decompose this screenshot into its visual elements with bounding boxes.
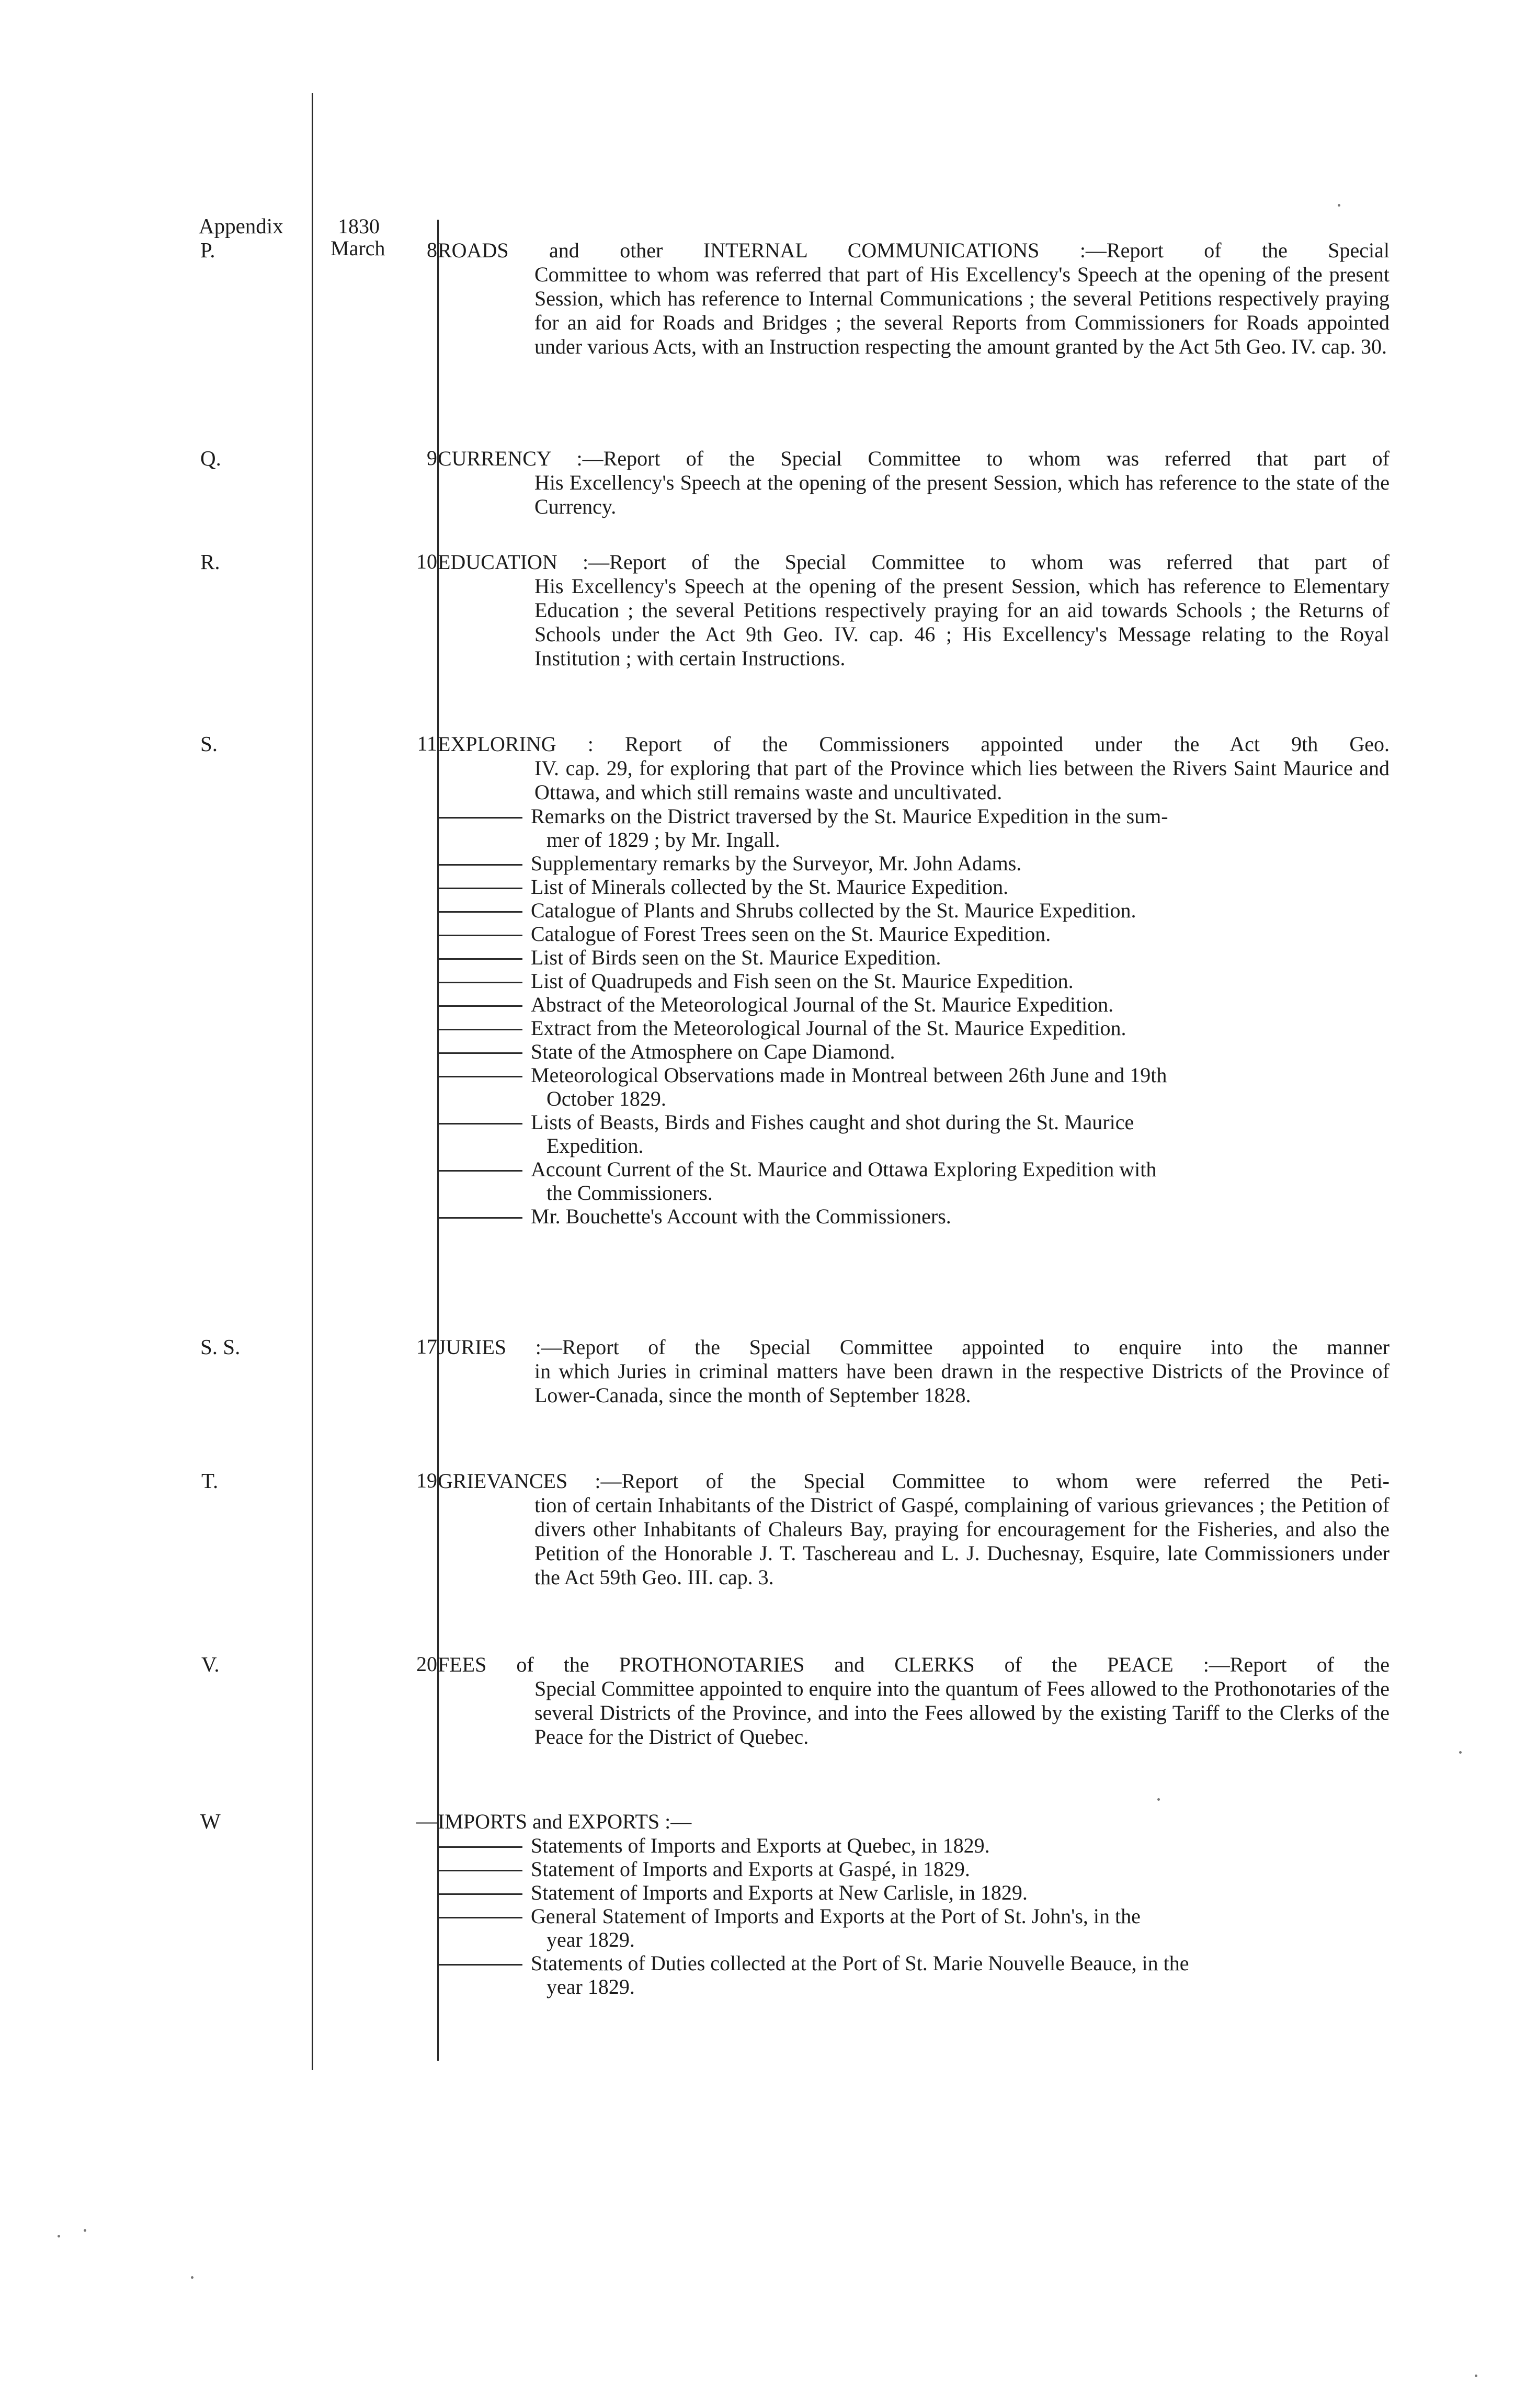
sub-item	[438, 969, 1390, 993]
dash-leader	[438, 1170, 522, 1172]
sub-item-text: List of Minerals collected by the St. Maurice Expedition.	[531, 875, 1009, 899]
sub-item-text: List of Quadrupeds and Fish seen on the St. Maurice Expedition.	[531, 969, 1074, 993]
dash-leader	[438, 935, 522, 936]
entry-block	[438, 550, 1390, 671]
sub-item	[438, 899, 1390, 922]
dash-leader	[438, 982, 522, 983]
dash-leader	[438, 1005, 522, 1007]
entry-title	[438, 1335, 1390, 1407]
sub-item-continuation: the Commissioners.	[546, 1181, 713, 1205]
entry-day: —	[416, 1809, 437, 1833]
entry-title-first-line: GRIEVANCES :—Report of the Special Committee to whom were referred the Peti-	[438, 1469, 1390, 1493]
entry-title	[438, 1653, 1390, 1749]
appendix-letter: R.	[200, 550, 220, 574]
sub-item	[438, 875, 1390, 899]
sub-item-text: Catalogue of Forest Trees seen on the St. Maurice Expedition.	[531, 922, 1051, 946]
entry-block	[438, 1335, 1390, 1407]
dash-leader	[438, 864, 522, 866]
entry-day: 9	[427, 446, 437, 470]
appendix-letter: W	[200, 1809, 221, 1833]
sub-item-continuation: year 1829.	[546, 1975, 635, 1998]
entry-day: 10	[416, 550, 437, 573]
sub-item-text: Mr. Bouchette's Account with the Commissioners.	[531, 1205, 951, 1228]
scan-speck	[84, 2229, 86, 2232]
entry-title-first-line: JURIES :—Report of the Special Committee appointed to enquire into the manner	[438, 1335, 1390, 1359]
sub-item-text: List of Birds seen on the St. Maurice Expedition.	[531, 946, 941, 969]
sub-item-text: Extract from the Meteorological Journal of the St. Maurice Expedition.	[531, 1016, 1126, 1040]
entry-title-continuation: IV. cap. 29, for exploring that part of the Province which lies between the Rivers Saint Maurice and Ottawa, and which still remains waste and uncultivated.	[534, 756, 1390, 804]
entry-day: 19	[416, 1469, 437, 1492]
sub-item	[438, 1834, 1390, 1857]
sub-item	[438, 1205, 1390, 1228]
dash-leader	[438, 1846, 522, 1848]
sub-item-text: Statement of Imports and Exports at New Carlisle, in 1829.	[531, 1881, 1028, 1904]
sub-item-text: Remarks on the District traversed by the St. Maurice Expedition in the sum-	[531, 804, 1168, 828]
sub-item-text: Account Current of the St. Maurice and Ottawa Exploring Expedition with	[531, 1157, 1157, 1181]
sub-item-continuation: October 1829.	[546, 1087, 666, 1110]
entry-title	[438, 238, 1390, 359]
appendix-letter: V.	[201, 1652, 220, 1676]
sub-item	[438, 851, 1390, 875]
sub-item	[438, 1040, 1390, 1063]
sub-item-text: Meteorological Observations made in Montreal between 26th June and 19th	[531, 1063, 1167, 1087]
sub-item-text: Statement of Imports and Exports at Gaspé, in 1829.	[531, 1857, 970, 1881]
entry-title-first-line: EXPLORING : Report of the Commissioners appointed under the Act 9th Geo.	[438, 732, 1390, 756]
entry-block	[438, 238, 1390, 359]
sub-item-continuation: Expedition.	[546, 1134, 644, 1157]
scan-speck	[1475, 2375, 1477, 2377]
entry-block	[438, 732, 1390, 1228]
dash-leader	[438, 1870, 522, 1871]
scan-speck	[191, 2276, 193, 2279]
entry-title-continuation: in which Juries in criminal matters have been drawn in the respective Districts of the Province of Lower-Canada, since the month of September 1828.	[534, 1359, 1390, 1407]
sub-item	[438, 1016, 1390, 1040]
entry-title-first-line: FEES of the PROTHONOTARIES and CLERKS of the PEACE :—Report of the	[438, 1653, 1390, 1676]
dash-leader	[438, 1893, 522, 1895]
scan-speck	[58, 2235, 60, 2237]
sub-item	[438, 1857, 1390, 1881]
sub-item	[438, 1157, 1390, 1205]
year-label: 1830	[338, 214, 380, 238]
appendix-letter: T.	[201, 1469, 219, 1493]
appendix-label: Appendix	[199, 214, 283, 238]
entry-title-continuation: Committee to whom was referred that part of His Excellency's Speech at the opening of the present Session, which has reference to Internal Communications ; the several Petitions respectively praying for an aid for Roads and Bridges ; the several Reports from Commissioners for Roads appointed under various Acts, with an Instruction respecting the amount granted by the Act 5th Geo. IV. cap. 30.	[534, 263, 1390, 358]
entry-title	[438, 1469, 1390, 1589]
entry-title	[438, 732, 1390, 804]
sub-item	[438, 804, 1390, 851]
entry-block	[438, 1810, 1390, 1998]
sub-item-text: Statements of Imports and Exports at Quebec, in 1829.	[531, 1834, 990, 1857]
appendix-letter: Q.	[200, 446, 221, 470]
entry-title-continuation: His Excellency's Speech at the opening of the present Session, which has reference to Elementary Education ; the several Petitions respectively praying for an aid towards Schools ; the Returns of Schools under the Act 9th Geo. IV. cap. 46 ; His Excellency's Message relating to the Royal Institution ; with certain Instructions.	[534, 574, 1390, 670]
dash-leader	[438, 888, 522, 889]
sub-item-text: Supplementary remarks by the Surveyor, Mr. John Adams.	[531, 851, 1022, 875]
entry-day: 11	[417, 732, 437, 755]
sub-item-text: Catalogue of Plants and Shrubs collected by the St. Maurice Expedition.	[531, 899, 1136, 922]
entry-title-first-line: CURRENCY :—Report of the Special Committee to whom was referred that part of	[438, 447, 1390, 470]
dash-leader	[438, 958, 522, 960]
sub-item	[438, 922, 1390, 946]
dash-leader	[438, 1076, 522, 1077]
sub-item-text: Lists of Beasts, Birds and Fishes caught and shot during the St. Maurice	[531, 1110, 1134, 1134]
appendix-letter: S. S.	[200, 1335, 241, 1359]
sub-item	[438, 1904, 1390, 1951]
entry-day: 8	[427, 238, 437, 262]
sub-item-text: General Statement of Imports and Exports at the Port of St. John's, in the	[531, 1904, 1141, 1928]
sub-item	[438, 946, 1390, 969]
appendix-letter: P.	[200, 238, 215, 262]
entry-title-first-line: ROADS and other INTERNAL COMMUNICATIONS :—Report of the Special	[438, 238, 1390, 262]
sub-item	[438, 993, 1390, 1016]
entry-block	[438, 447, 1390, 519]
sub-item-continuation: mer of 1829 ; by Mr. Ingall.	[546, 828, 780, 851]
dash-leader	[438, 1917, 522, 1918]
sub-item	[438, 1881, 1390, 1904]
sub-item-text: Statements of Duties collected at the Port of St. Marie Nouvelle Beauce, in the	[531, 1951, 1189, 1975]
sub-item-text: State of the Atmosphere on Cape Diamond.	[531, 1040, 895, 1063]
sub-item-continuation: year 1829.	[546, 1928, 635, 1951]
sub-item	[438, 1951, 1390, 1998]
scan-speck	[1459, 1751, 1462, 1754]
entry-title	[438, 1810, 1390, 1834]
entry-day: 20	[416, 1652, 437, 1676]
sub-item	[438, 1063, 1390, 1110]
dash-leader	[438, 817, 522, 819]
entry-title-first-line: EDUCATION :—Report of the Special Committee to whom was referred that part of	[438, 550, 1390, 574]
dash-leader	[438, 1052, 522, 1054]
column-rule-left	[312, 93, 313, 2070]
entry-block	[438, 1469, 1390, 1589]
appendix-letter: S.	[200, 732, 218, 756]
entry-title-continuation: tion of certain Inhabitants of the District of Gaspé, complaining of various grievances ; the Petition of divers other Inhabitants of Chaleurs Bay, praying for encouragement for the Fisheries, and also the Petition of the Honorable J. T. Taschereau and L. J. Duchesnay, Esquire, late Commissioners under the Act 59th Geo. III. cap. 3.	[534, 1493, 1390, 1589]
entry-day: 17	[416, 1335, 437, 1358]
dash-leader	[438, 1029, 522, 1030]
entry-block	[438, 1653, 1390, 1749]
entry-title	[438, 550, 1390, 671]
scan-speck	[1338, 204, 1340, 207]
entry-title-first-line: IMPORTS and EXPORTS :—	[438, 1810, 692, 1833]
dash-leader	[438, 1964, 522, 1966]
month-label: March	[331, 236, 385, 260]
entry-title	[438, 447, 1390, 519]
dash-leader	[438, 1217, 522, 1219]
scan-speck	[1157, 1798, 1160, 1801]
entry-title-continuation: His Excellency's Speech at the opening of the present Session, which has reference to the state of the Currency.	[534, 471, 1390, 518]
sub-item-text: Abstract of the Meteorological Journal of the St. Maurice Expedition.	[531, 993, 1114, 1016]
dash-leader	[438, 911, 522, 913]
entry-title-continuation: Special Committee appointed to enquire into the quantum of Fees allowed to the Prothonotaries of the several Districts of the Province, and into the Fees allowed by the existing Tariff to the Clerks of the Peace for the District of Quebec.	[534, 1677, 1390, 1748]
sub-item	[438, 1110, 1390, 1157]
dash-leader	[438, 1123, 522, 1125]
